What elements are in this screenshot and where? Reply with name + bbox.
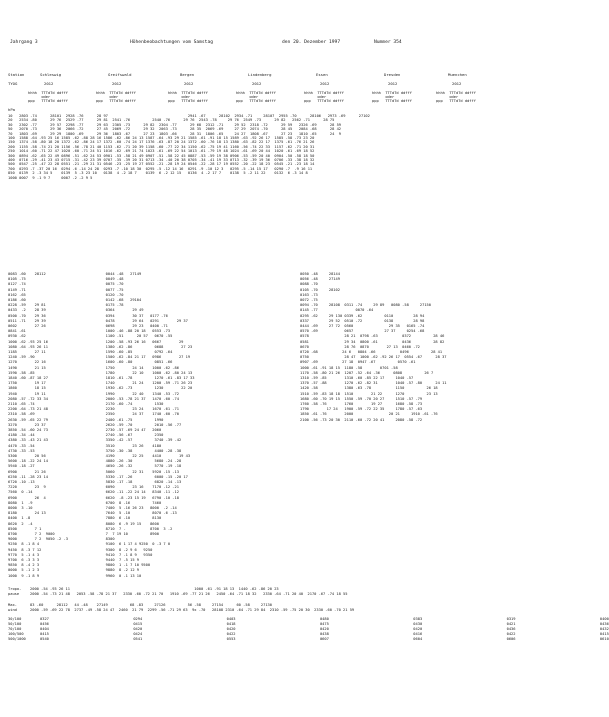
- bulletin-title: Höhenbeobachtungen vom Samstag: [130, 40, 213, 45]
- level-row: 700 0293 -7 -37 20 16 0294 -6 -14 24 28 0293 -7 -10 18 30 0295 -5 -12 14 16 0291 -9 -10 12 3 0295 -5 -14 15 17 0290 -7 -9 16 11: [8, 166, 313, 171]
- significant-level-row: 9250 8 -1 8 4 9100 6 1 17 4 9250 0 -3 7 0: [8, 542, 171, 547]
- maxwind-label: Max-: [8, 603, 17, 607]
- layer-thickness-row: 0327 0294 0403 0480 0383 0319 0400: [40, 617, 609, 621]
- station-name: Essen: [316, 72, 328, 77]
- level-row: 10 2803 -74 28101 2928 -76 28 97 2941 -67 28102 2934 -71 28107 2955 -70 28106 2973 -69 27102: [8, 114, 370, 118]
- level-row: 250 1014 -60 -71 22 47 1020 -60 -71 24 51 1016 -62 -69 21 74 1023 -61 -69 22 54 1013 -61 -79 19 48 1024 -61 -69 20 44 1020 -61 -69 18 52: [8, 149, 315, 154]
- level-row: 70 1803 -69 29 29 1800 -69 29 36 1803 -67 27 23 1803 -66 28 31 1806 -65 24 27 1808 -67 27 23 1810 -65 24 9: [8, 131, 342, 136]
- significant-level-row: 3270 23 37 2620 -59 -70 2010 -56 -77: [8, 422, 182, 427]
- significant-level-row: 0907 -69 27 18 0947 -67 0570 -61: [300, 360, 416, 365]
- significant-level-row: 9700 6 -3 3 3 9440 7 -5 15 9: [8, 558, 139, 562]
- layer-label: 50/100: [8, 622, 22, 626]
- significant-level-row: 6900 21 26 5060 22 31 5920 -15 -13: [8, 469, 179, 474]
- significant-level-row: 0930 -62 1100 -51 20 57 0670 -55: [8, 334, 173, 339]
- tyog-label: TYOG: [8, 81, 18, 86]
- significant-level-row: 1310 -59 -85 1310 -60 -85 22 17 1040 -57: [300, 376, 414, 380]
- column-header: ppp TTTdTd ddfff: [372, 99, 412, 103]
- layer-label: 70/100: [8, 627, 22, 631]
- level-row: 300 0894 -62 -65 22 49 0896 -51 -62 24 53 0901 -53 -58 21 49 0907 -51 -58 22 45 0887 -53 -59 19 38 0906 -53 -59 20 40 0904 -50 -58 18 50: [8, 153, 315, 158]
- significant-level-row: 1000 -61 -91 18 15 1180 -58 0701 -58: [300, 365, 398, 370]
- significant-level-row: 1940 19 11 1990 22 40 1340 -53 -72: [8, 391, 179, 396]
- layer-label: 500/1000: [8, 637, 26, 641]
- significant-level-row: 0500 -70 29 36 0394 30 37 0177 -76: [8, 313, 168, 318]
- level-row: 200 1155 -58 -74 21 20 1156 -56 -78 21 40 1153 -62 -71 20 39 1158 -60 -77 22 34 1150 -62 -75 19 41 1160 -56 -74 22 33 1157 -62 -71 20 31: [8, 144, 315, 149]
- column-header: oder: [436, 95, 459, 99]
- significant-level-row: 1490 21 15 1750 24 14 1000 -62 -86: [8, 365, 179, 370]
- significant-level-row: 1270 22 16 1600 -60 -80 0851 -66: [8, 360, 173, 365]
- significant-level-row: 6900 26 4 6620 -8 -23 15 19 6790 -10 -18: [8, 495, 179, 500]
- level-row: 850 0139 2 -3 34 5 0139 5 -3 23 10 0138 4 -2 18 7 0139 6 -2 12 15 0136 4 -2 17 7 0138 5 -2 11 22 0132 6 -3 14 8: [8, 171, 308, 176]
- significant-level-row: 0094 -70 28108 0311 -74 29 89 0080 -58 27150: [300, 303, 431, 308]
- level-row: 150 1374 -58 -80 18 20 1372 -62 -86 24 17 1372 -60 -74 24 17 1376 -63 -87 20 24 1372 -60 -76 18 13 1380 -63 -82 22 17 1375 -61 -76 21 26: [8, 140, 315, 145]
- hpa-label: hPa: [8, 107, 16, 112]
- significant-level-row: 0083 -60 28112 0044 -48 27149: [8, 272, 142, 276]
- significant-level-row: 0105 -75 0049 -48: [8, 277, 124, 282]
- significant-level-row: 1420 -58 1380 -63 -78 1150 26 18: [300, 386, 438, 391]
- significant-level-row: 6720 -10 -13 5830 -17 -18 6820 -14 -13: [8, 480, 182, 484]
- column-header: oder: [96, 95, 119, 99]
- layer-label: 30/100: [8, 617, 22, 621]
- significant-level-row: 1790 17 24 1900 -59 -72 22 35 1780 -57 -63: [300, 407, 423, 412]
- significant-level-row: 8180 24 13 7640 5 -10 8070 -6 -13: [8, 511, 177, 516]
- significant-level-row: 0578 28 21 0798 -63 0372 28 46: [300, 334, 445, 339]
- significant-level-row: 0720 -68 24 6 0804 -66 0496 28 41: [300, 350, 443, 354]
- layer-label: 100/500: [8, 632, 24, 636]
- significant-level-row: 0295 -62 29 130 0339 -62 0110 28 94: [300, 313, 425, 318]
- station-name: Bergen: [180, 72, 195, 77]
- significant-level-row: 2630 -59 -65 22 79 2400 -61 -75 1990: [8, 417, 164, 422]
- bulletin-number: Nummer 354: [374, 40, 402, 45]
- significant-level-row: 2080 -57 -72 33 34 2000 -53 -78 21 37 1470 -60 -74: [8, 396, 179, 401]
- column-header: ppp TTTdTd ddfff: [96, 99, 136, 103]
- significant-level-row: 0186 -60 0142 -68 29104: [8, 298, 142, 302]
- significant-level-row: 6250 -11 -28 23 14 5330 -17 -26 6000 -15 -20 17: [8, 474, 188, 479]
- column-header: hhhh TTTdTd ddfff: [28, 91, 68, 95]
- significant-level-row: 7560 0 -14 6620 -11 -22 24 14 8340 -11 -12: [8, 490, 179, 495]
- tropopause-label-2: pause: [8, 592, 20, 596]
- significant-level-row: 2100 -56 -73 20 30 2110 -60 -72 20 41 2080 -58 -72: [300, 417, 423, 422]
- observation-hour: 2012: [452, 81, 462, 86]
- column-header: oder: [372, 95, 395, 99]
- significant-level-row: 0433 -2 28 39 0364 29 49: [8, 308, 144, 313]
- significant-level-row: 8500 7 1 8710 7 - 8700 3 -2: [8, 526, 173, 531]
- significant-level-row: 1080 -64 -93 26 11 1380 -62 -86 0688 27 23: [8, 344, 193, 349]
- significant-level-row: 1510 -59 -83 18 18 1510 21 22 1270 23 13: [300, 391, 438, 396]
- station-name: Schleswig: [40, 72, 62, 77]
- station-name: Muenchen: [448, 72, 467, 77]
- column-header: oder: [168, 95, 191, 99]
- tropopause-row: 2000 -54 -73 21 48 2053 -58 -78 21 37 2330 -60 -72 21 70 1910 -69 -77 21 26 2450 -64 -71 18 32 2330 -64 -71 20 40 2170 -67 -74 18 55: [30, 592, 348, 596]
- volume-label: Jahrgang 3: [10, 40, 38, 45]
- observation-hour: 2012: [44, 81, 54, 86]
- station-label: Station: [8, 72, 25, 77]
- significant-level-row: 0841 -61 1000 -46 -88 20 18 0553 -73: [8, 329, 171, 334]
- significant-level-row: 8400 1 -8 7880 6 -10 8130: [8, 516, 162, 521]
- significant-level-row: 0127 -74 0075 -70: [8, 282, 124, 287]
- level-row: 500 0547 -25 -47 22 28 0551 -21 -29 21 31 0546 -23 -25 19 27 0552 -21 -28 19 24 0546 -22 -28 17 19 0552 -20 -22 18 23 0545 -21 -23 18 14: [8, 162, 315, 167]
- maxwind-label-2: wind: [8, 608, 17, 612]
- significant-level-row: 9770 5 -1 4 3 9410 7 -1 8 9 9350: [8, 552, 153, 557]
- significant-level-row: 0088 -70: [300, 282, 318, 287]
- column-header: hhhh TTTdTd ddfff: [304, 91, 344, 95]
- significant-level-row: 1590 -58 -85 1780 22 10 1000 -62 -80 24 13: [8, 370, 193, 375]
- tropopause-row: 2000 -54 -93 26 11 1000 -61 -91 18 13 1440 -62 -86 20 23: [30, 587, 279, 591]
- significant-level-row: 2200 -64 -73 21 48 2230 23 24 1670 -61 -71: [8, 407, 179, 412]
- significant-level-row: 0602 27 26 0698 29 23 0400 -71: [8, 324, 168, 328]
- layer-thickness-row: 0404 0420 0420 0420 0420 0436 0432: [40, 627, 609, 631]
- column-header: oder: [304, 95, 327, 99]
- significant-level-row: 1170 -58 -80 21 26 1207 -52 -64 -36 0808 26 7: [300, 370, 434, 375]
- significant-level-row: 1240 -59 -90 1500 -62 -84 21 17 0986 27 19: [8, 355, 191, 360]
- station-name: Lindenberg: [248, 72, 272, 77]
- significant-level-row: 1840 -60 -87 18 27 1810 -61 -78 1270 -61 -83 17 33: [8, 376, 195, 380]
- column-header: ppp TTTdTd ddfff: [168, 99, 208, 103]
- level-row: 1000 0007 9 -1 9 7 0007 -2 -2 9 5: [8, 175, 93, 180]
- significant-level-row: 0000 5 -1 2 3 9880 8 -2 12 9: [8, 568, 139, 573]
- significant-level-row: 1750 19 17 1740 21 24 1200 -59 -71 26 23: [8, 381, 193, 386]
- column-header: hhhh TTTdTd ddfff: [236, 91, 276, 95]
- significant-level-row: 8700 7 2 9000 7 7 19 10 8900: [8, 532, 159, 536]
- level-row: 400 0716 -29 -41 23 43 0715 -31 -42 23 39 0707 -35 -39 20 31 0713 -34 -40 20 38 0705 -34 -41 19 33 0713 -32 -39 19 36 0706 -33 -38 18 32: [8, 158, 315, 162]
- observation-hour: 2012: [112, 81, 122, 86]
- significant-level-row: 1370 -57 -88 1270 -62 -82 31 1040 -57 -80 24 11: [300, 381, 447, 386]
- column-header: ppp TTTdTd ddfff: [304, 99, 344, 103]
- significant-level-row: 9000 7 2 9050 -2 -3 8300: [8, 537, 115, 542]
- significant-level-row: 1185 27 11 1590 -60 -85 0792 -64: [8, 350, 173, 354]
- significant-level-row: 4380 -33 -43 21 43 3350 -42 -57 3740 -39 -42: [8, 438, 182, 443]
- significant-level-row: 1000 -62 -93 25 16 1200 -58 -93 26 16 0667 29: [8, 339, 184, 344]
- station-name: Dresden: [384, 72, 401, 77]
- level-row: 100 1588 -64 -93 25 16 1585 -62 -88 28 16 1586 -62 -86 24 13 1587 -64 -93 29 21 1585 -61 -91 18 15 1589 -63 -92 26 17 1585 -58 -73 23 20: [8, 136, 315, 140]
- significant-level-row: 0670 28 76 0870 27 13 0460 -72: [300, 344, 420, 349]
- bulletin-date: den 20. Dezember 1997: [282, 40, 341, 45]
- level-row: 50 2070 -73 29 36 2066 -72 27 45 2069 -72 29 32 2063 -73 28 35 2069 -69 27 29 2074 -70 28 45 2084 -68 28 42: [8, 127, 342, 132]
- significant-level-row: 0163 -73: [300, 292, 318, 297]
- observation-hour: 2012: [320, 81, 330, 86]
- significant-level-row: 0162 -65 0120 -70: [8, 292, 124, 297]
- significant-level-row: 1760 -58 -76 1760 19 27 1680 -58 -73: [300, 402, 423, 406]
- significant-level-row: 5940 -18 -27 4650 -26 -32 5770 -19 -18: [8, 464, 182, 469]
- significant-level-row: 9850 8 -4 2 3 9800 1 -1 7 10 9500: [8, 563, 151, 568]
- significant-level-row: 0444 -69 27 72 0560 29 35 0165 -74: [300, 324, 425, 328]
- significant-level-row: 4180 -34 -44 2740 -56 -67 2350: [8, 433, 164, 438]
- significant-level-row: 9450 8 -3 7 12 9300 8 -2 9 6 9250: [8, 547, 153, 552]
- significant-level-row: 0570 -69 0657 27 37 0254 -68: [300, 329, 425, 334]
- layer-thickness-row: 0540 0541 0553 0607 0604 0606 0610: [40, 637, 609, 641]
- level-row: 20 2534 -80 29 76 2529 -77 29 81 2541 -76 2540 -76 29 76 2543 -78 29 76 2549 -73 29 82 2562 -71 28 75: [8, 118, 335, 123]
- column-header: ppp TTTdTd ddfff: [236, 99, 276, 103]
- significant-level-row: 0056 -48 27149: [300, 277, 340, 282]
- column-header: oder: [236, 95, 259, 99]
- significant-level-row: 7220 23 9 6090 23 16 7170 -12 -21: [8, 485, 179, 490]
- significant-level-row: 0228 -59 29 81 0175 -78: [8, 303, 124, 308]
- significant-level-row: 8080 1 -9 6700 8 -16 7460: [8, 500, 162, 505]
- significant-level-row: 0145 -77 0070 -64: [300, 308, 374, 313]
- significant-level-row: 4470 -33 -54 3510 23 26 4180: [8, 443, 162, 448]
- level-row: 30 2302 -77 29 57 2298 -77 29 63 2305 -73 29 82 2304 -77 29 68 2312 -71 29 52 2318 -72 29 59 2326 -69 28 59: [8, 122, 342, 127]
- significant-level-row: 0337 29 52 0510 -72 0138 28 98: [300, 318, 425, 323]
- observation-hour: 2012: [184, 81, 194, 86]
- column-header: hhhh TTTdTd ddfff: [96, 91, 136, 95]
- tropopause-label: Tropo-: [8, 587, 22, 591]
- significant-level-row: 8620 2 -4 8080 6 -9 19 15 8600: [8, 521, 159, 526]
- column-header: hhhh TTTdTd ddfff: [168, 91, 208, 95]
- column-header: ppp TTTdTd ddfff: [436, 99, 476, 103]
- observation-hour: 2012: [252, 81, 262, 86]
- column-header: hhhh TTTdTd ddfff: [372, 91, 412, 95]
- significant-level-row: 2110 -65 -74 2170 -60 -74 1530: [8, 402, 164, 406]
- significant-level-row: 0581 29 34 0800 -61 0436 28 82: [300, 339, 445, 344]
- significant-level-row: 0072 -75: [300, 298, 318, 302]
- significant-level-row: 0511 -71 29 39 0478 29 64 0291 29 37: [8, 318, 188, 323]
- significant-level-row: 0105 -70 28102: [300, 287, 340, 292]
- significant-level-row: 4730 -33 -53 3750 -30 -38 4400 -28 -38: [8, 448, 182, 453]
- station-name: Greifswald: [108, 72, 132, 77]
- column-header: hhhh TTTdTd ddfff: [436, 91, 476, 95]
- layer-thickness-row: 0415 0424 0422 0438 0416 0422 0415: [40, 632, 609, 636]
- significant-level-row: 0750 28 47 1000 -62 -92 26 17 0554 -67 28 37: [300, 355, 447, 360]
- maxwind-row: 2000 -59 -69 22 78 2737 -49 -58 24 47 2460 21 79 2299 -56 -71 29 63 9x -70 28108 2310 -64 -71 29 84 2310 -59 -75 20 30 2330 -60 -70 21 59: [30, 608, 355, 612]
- layer-thickness-row: 0456 0415 0418 0475 0430 0421 0436: [40, 622, 609, 626]
- significant-level-row: 3850 -54 -60 24 73 2730 -57 -69 24 47 2060: [8, 428, 162, 432]
- significant-level-row: 8000 3 -10 7400 5 -16 26 23 8000 -2 -14: [8, 506, 177, 510]
- significant-level-row: 1000 9 -1 8 9 9960 0 -1 13 10: [8, 573, 142, 578]
- column-header: oder: [28, 95, 51, 99]
- column-header: ppp TTTdTd ddfff: [28, 99, 68, 103]
- significant-level-row: 1680 -60 -70 19 15 1550 -59 -70 20 27 1510 -57 -79: [300, 396, 423, 401]
- observation-hour: 2012: [388, 81, 398, 86]
- significant-level-row: 5300 20 56 4190 22 25 4410 19 43: [8, 454, 191, 458]
- significant-level-row: 1850 -61 -76 2000 20 21 1910 -61 -76: [300, 412, 438, 417]
- significant-level-row: 5600 -18 -22 24 14 4880 -26 -30 5680 -24 -28: [8, 459, 182, 464]
- significant-level-row: 0149 -71 0077 -75: [8, 287, 124, 292]
- significant-level-row: 0050 -48 28144: [300, 272, 340, 276]
- significant-level-row: 1860 18 15 1930 -62 -73 1230 22 20: [8, 386, 193, 391]
- significant-level-row: 2310 -58 -69 2350 24 37 1740 -60 -70: [8, 412, 179, 417]
- maxwind-row: 83 -60 28112 44 -48 27149 68 -83 27126 56 -58 27154 60 -58 27130: [30, 603, 272, 607]
